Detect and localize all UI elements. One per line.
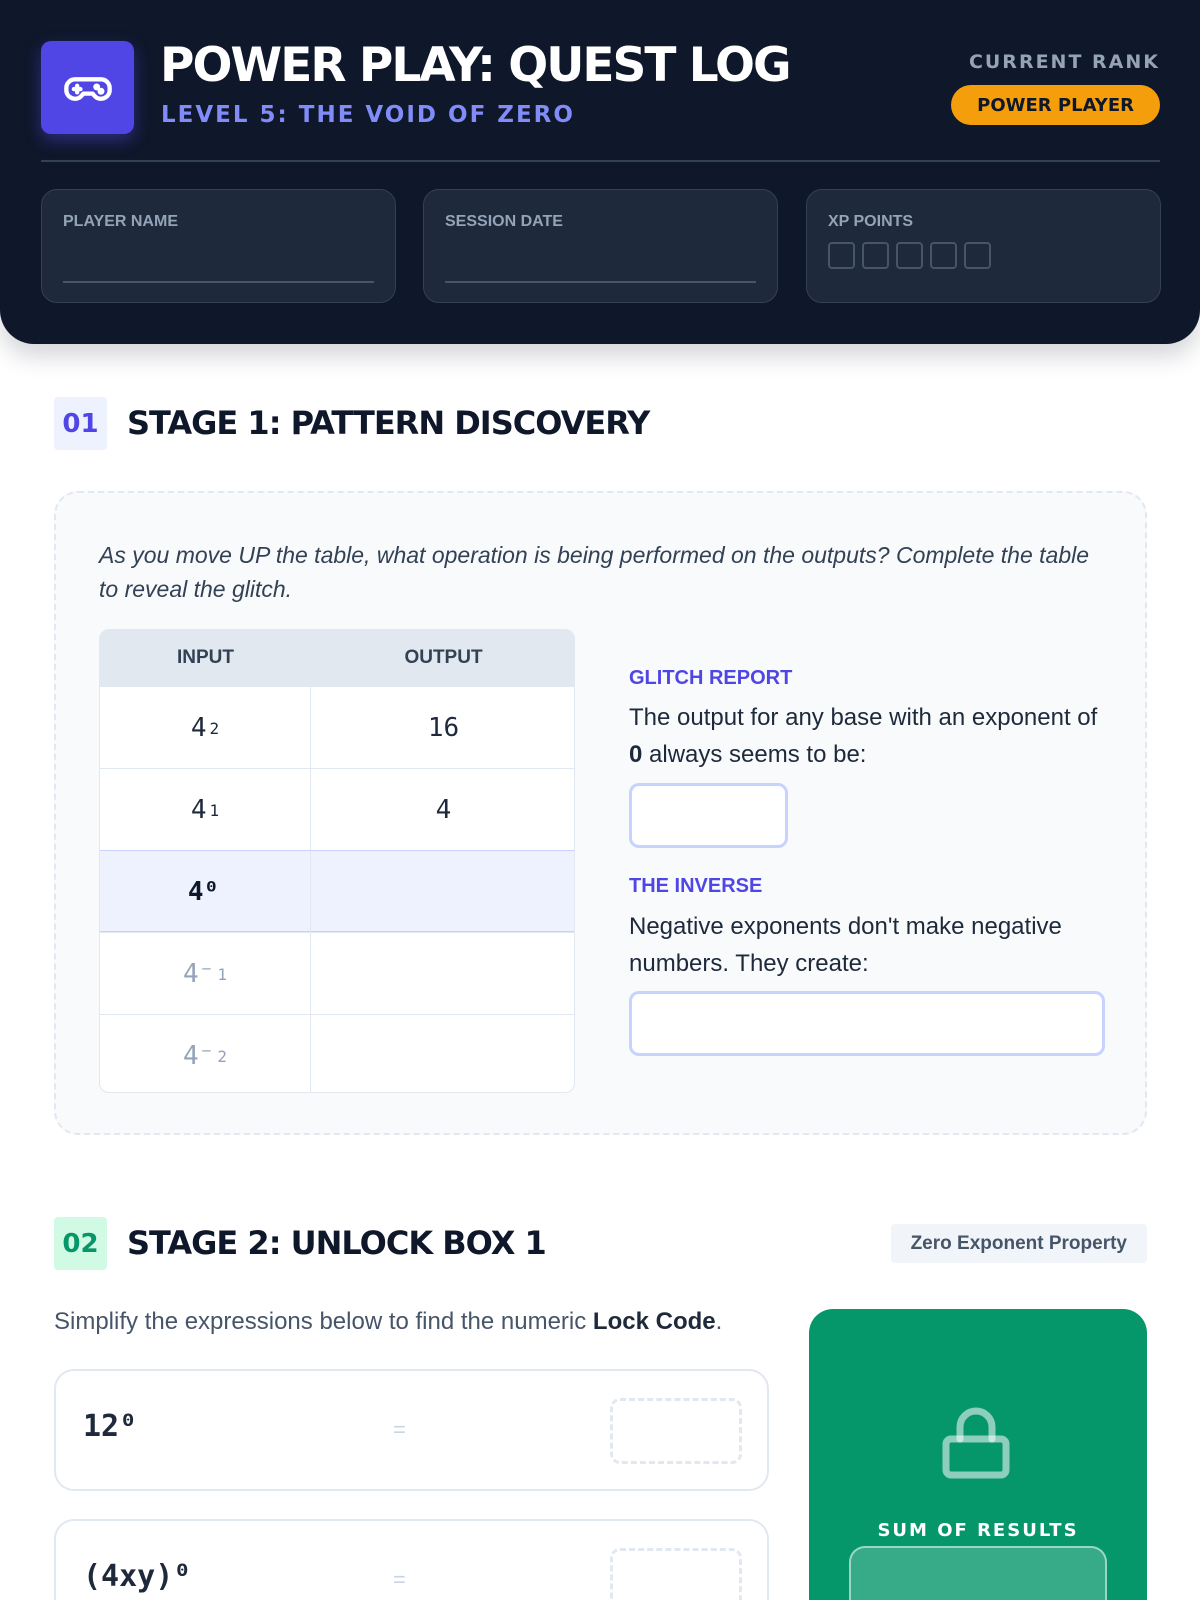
glitch-report-text: The output for any base with an exponent of 0 always seems to be: <box>629 704 1098 768</box>
table-row <box>100 932 575 1014</box>
xp-box[interactable] <box>828 242 855 269</box>
session-date-field[interactable] <box>423 189 778 303</box>
lock-icon <box>941 1405 1011 1479</box>
pattern-discovery-panel <box>54 491 1147 1135</box>
inverse-heading: THE INVERSE <box>629 875 763 897</box>
glitch-report-heading: GLITCH REPORT <box>629 667 793 689</box>
xp-box[interactable] <box>896 242 923 269</box>
rank-badge: POWER PLAYER <box>951 85 1160 125</box>
xp-box[interactable] <box>862 242 889 269</box>
session-date-label: SESSION DATE <box>445 213 563 230</box>
header-divider <box>41 160 1160 162</box>
sum-label: SUM OF RESULTS <box>877 1520 1079 1541</box>
sum-answer-input[interactable] <box>849 1546 1107 1600</box>
expression-card <box>54 1369 769 1491</box>
stage-title: STAGE 1: PATTERN DISCOVERY <box>127 404 650 442</box>
table-row-zero <box>100 850 575 932</box>
table-header-input: INPUT <box>100 630 311 686</box>
xp-points-label: XP POINTS <box>828 213 914 230</box>
player-name-input-line[interactable] <box>63 281 374 283</box>
gamepad-icon <box>62 62 114 114</box>
page-subtitle: LEVEL 5: THE VOID OF ZERO <box>161 102 575 128</box>
session-date-input-line[interactable] <box>445 281 756 283</box>
table-cell-input: 4⁻ 2 <box>100 1015 311 1093</box>
table-cell-output-blank[interactable] <box>311 933 575 1015</box>
exponent-table <box>99 629 575 1093</box>
inverse-answer-input[interactable] <box>629 991 1105 1056</box>
table-row <box>100 686 575 768</box>
property-tag: Zero Exponent Property <box>891 1224 1147 1263</box>
xp-box[interactable] <box>930 242 957 269</box>
expression-card <box>54 1519 769 1600</box>
expression-answer-input[interactable] <box>610 1548 742 1600</box>
inverse-text: Negative exponents don't make negative numbers. They create: <box>629 913 1062 977</box>
table-header-output: OUTPUT <box>311 630 575 686</box>
glitch-answer-input[interactable] <box>629 783 788 848</box>
table-cell-output: 16 <box>427 713 460 743</box>
table-cell-input: 4 1 <box>100 769 311 851</box>
xp-boxes <box>828 242 991 269</box>
stage-number-badge: 01 <box>54 397 107 450</box>
stage-title: STAGE 2: UNLOCK BOX 1 <box>127 1224 546 1262</box>
table-cell-output: 4 <box>435 795 452 825</box>
stage-number-badge: 02 <box>54 1217 107 1270</box>
rank-label: CURRENT RANK <box>968 51 1160 73</box>
header <box>0 0 1200 344</box>
xp-points-field <box>806 189 1161 303</box>
table-cell-output-blank[interactable] <box>311 1015 575 1093</box>
table-cell-input: 4⁰ <box>100 851 311 933</box>
table-cell-output-blank[interactable] <box>311 851 575 933</box>
table-cell-input: 4⁻ 1 <box>100 933 311 1015</box>
equals-sign: = <box>393 1417 406 1442</box>
player-name-label: PLAYER NAME <box>63 213 178 230</box>
table-cell-input: 4 2 <box>100 687 311 769</box>
logo <box>41 41 134 134</box>
xp-box[interactable] <box>964 242 991 269</box>
stage-instruction: As you move UP the table, what operation is being performed on the outputs? Complete the table to reveal the glitch. <box>99 542 1090 602</box>
expression-answer-input[interactable] <box>610 1398 742 1464</box>
page-title: POWER PLAY: QUEST LOG <box>160 38 790 93</box>
stage-instruction: Simplify the expressions below to find the numeric Lock Code. <box>54 1308 723 1335</box>
expression: (4xy)⁰ <box>83 1559 192 1594</box>
lock-panel <box>809 1309 1147 1600</box>
table-row <box>100 1014 575 1093</box>
table-row <box>100 768 575 850</box>
equals-sign: = <box>393 1567 406 1592</box>
player-name-field[interactable] <box>41 189 396 303</box>
expression: 12⁰ <box>83 1409 138 1444</box>
